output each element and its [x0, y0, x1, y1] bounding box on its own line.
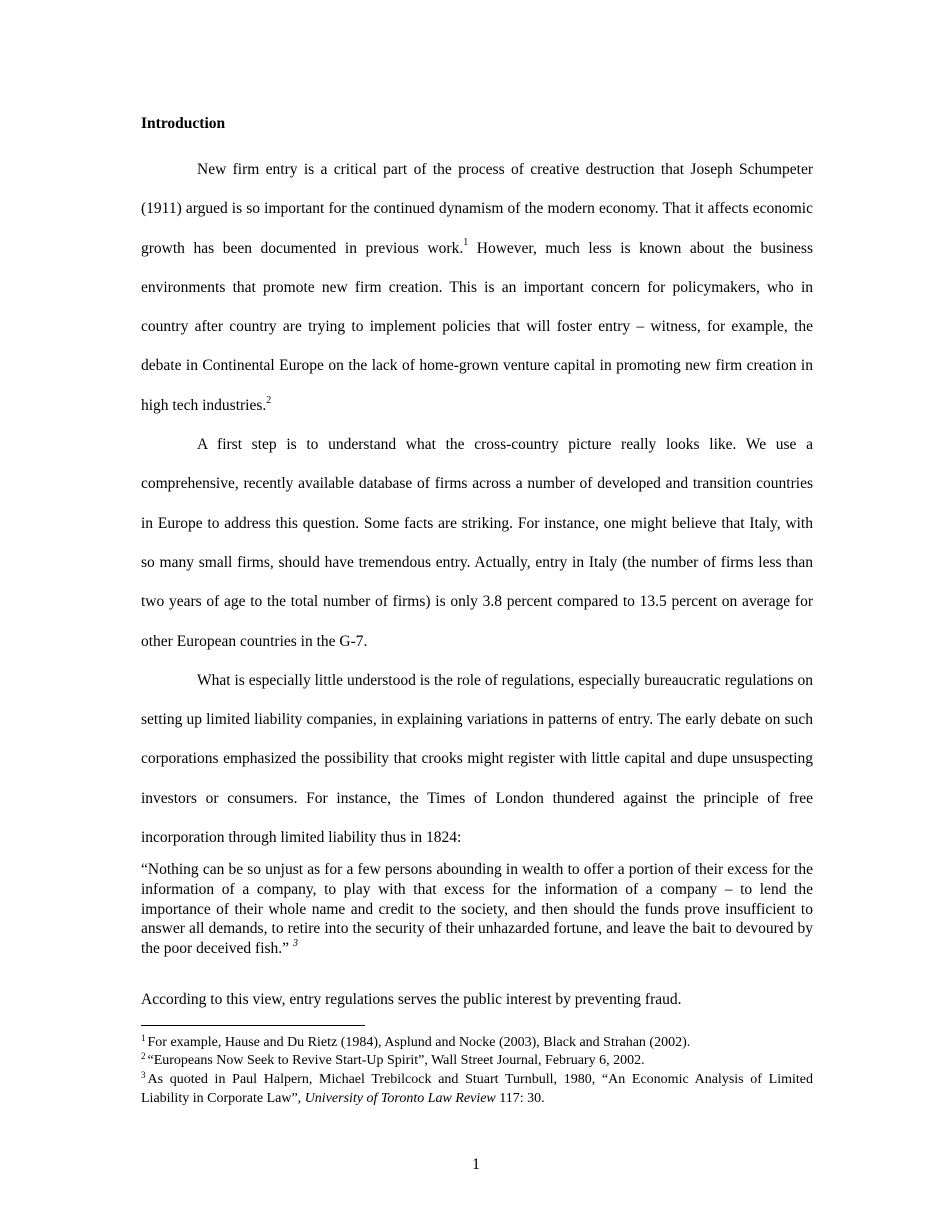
- footnote-3: [141, 1071, 813, 1107]
- paragraph-1: [141, 150, 813, 425]
- paragraph-1-text-a: New firm entry is a critical part of the process of creative destruction that Joseph Schumpeter (1911) argued is so important for the continued dynamism of the modern economy. That it affects economic growth has been documented in previous work.: [141, 161, 813, 257]
- page-number: 1: [472, 1156, 480, 1173]
- footnote-divider: [141, 1025, 365, 1026]
- footnote-3-mark: 3: [141, 1070, 146, 1081]
- footnote-1-text: For example, Hause and Du Rietz (1984), Asplund and Nocke (2003), Black and Strahan (2002).: [147, 1034, 691, 1050]
- footnote-2-mark: 2: [141, 1051, 146, 1062]
- section-heading: Introduction: [141, 115, 226, 132]
- footnote-3-text-b: 117: 30.: [495, 1090, 545, 1106]
- footnote-1: [141, 1034, 813, 1053]
- footnote-ref-1[interactable]: 1: [463, 237, 469, 249]
- paragraph-1-text-b: However, much less is known about the business environments that promote new firm creation. This is an important concern for policymakers, who in country after country are trying to implement policies that will foster entry – witness, for example, the debate in Continental Europe on the lack of home-grown venture capital in promoting new firm creation in high tech industries.: [141, 239, 813, 414]
- footnote-ref-3[interactable]: [293, 938, 298, 949]
- paragraph-2: A first step is to understand what the cross-country picture really looks like. We use a comprehensive, recently available database of firms across a number of developed and transition countries in Europe to address this question. Some facts are striking. For instance, one might believe that Italy, with so many small firms, should have tremendous entry. Actually, entry in Italy (the number of firms less than two years of age to the total number of firms) is only 3.8 percent compared to 13.5 percent on average for other European countries in the G-7.: [141, 436, 813, 650]
- paragraph-4: According to this view, entry regulations serves the public interest by preventing fraud.: [141, 990, 682, 1008]
- footnote-2-text: “Europeans Now Seek to Revive Start-Up Spirit”, Wall Street Journal, February 6, 2002.: [147, 1053, 645, 1069]
- block-quote: [141, 860, 813, 959]
- footnote-ref-3-label: 3: [292, 938, 298, 949]
- footnote-2: [141, 1052, 813, 1071]
- footnote-1-mark: 1: [141, 1032, 146, 1043]
- page-body: [141, 112, 813, 1107]
- paragraph-3: What is especially little understood is the role of regulations, especially bureaucratic regulations on setting up limited liability companies, in explaining variations in patterns of entry. The early debate on such corporations emphasized the possibility that crooks might register with little capital and dupe unsuspecting investors or consumers. For instance, the Times of London thundered against the principle of free incorporation through limited liability thus in 1824:: [141, 671, 813, 847]
- footnote-ref-2[interactable]: 2: [266, 394, 272, 406]
- block-quote-text: “Nothing can be so unjust as for a few persons abounding in wealth to offer a portion of their excess for the information of a company, to play with that excess for the information of a company – to lend the importance of their whole name and credit to the society, and then should the funds prove insufficient to answer all demands, to retire into the security of their unhazarded fortune, and leave the bait to devoured by the poor deceived fish.”: [141, 861, 813, 958]
- footnote-3-text-a: As quoted in Paul Halpern, Michael Trebilcock and Stuart Turnbull, 1980, “An Economic Analysis of Limited Liability in Corporate Law”,: [141, 1072, 813, 1106]
- footnote-3-journal: University of Toronto Law Review: [304, 1090, 496, 1106]
